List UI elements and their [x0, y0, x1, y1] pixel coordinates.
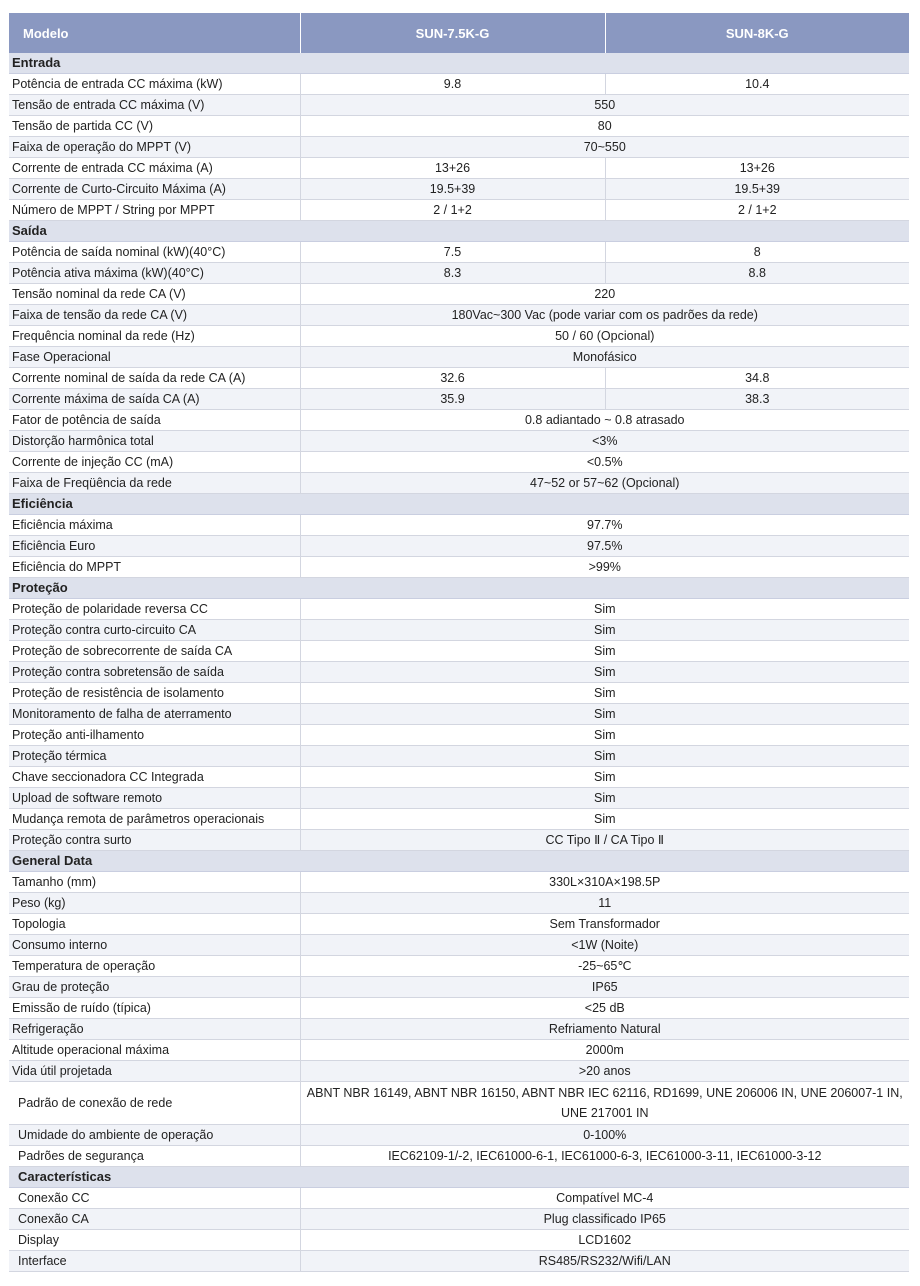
spec-label: Tensão de partida CC (V)	[9, 116, 300, 137]
spec-label: Frequência nominal da rede (Hz)	[9, 326, 300, 347]
spec-row	[9, 1061, 909, 1082]
spec-value-sun-7-5k-g: 9.8	[300, 74, 605, 95]
spec-row	[9, 1125, 909, 1146]
spec-row	[9, 620, 909, 641]
spec-value: Plug classificado IP65	[300, 1209, 909, 1230]
spec-row	[9, 368, 909, 389]
spec-value: <1W (Noite)	[300, 935, 909, 956]
spec-label: Grau de proteção	[9, 977, 300, 998]
spec-label: Faixa de tensão da rede CA (V)	[9, 305, 300, 326]
table-body	[9, 53, 909, 1272]
spec-value: 70~550	[300, 137, 909, 158]
spec-value: 97.7%	[300, 515, 909, 536]
spec-row	[9, 389, 909, 410]
spec-value: CC Tipo Ⅱ / CA Tipo Ⅱ	[300, 830, 909, 851]
spec-value: 0-100%	[300, 1125, 909, 1146]
spec-row	[9, 158, 909, 179]
spec-label: Eficiência Euro	[9, 536, 300, 557]
section-title: Características	[9, 1167, 909, 1188]
spec-value: Compatível MC-4	[300, 1188, 909, 1209]
spec-label: Corrente de entrada CC máxima (A)	[9, 158, 300, 179]
spec-label: Potência ativa máxima (kW)(40°C)	[9, 263, 300, 284]
spec-label: Conexão CC	[9, 1188, 300, 1209]
spec-row	[9, 74, 909, 95]
spec-label: Proteção contra surto	[9, 830, 300, 851]
spec-value: 330L×310A×198.5P	[300, 872, 909, 893]
spec-row	[9, 200, 909, 221]
spec-label: Eficiência máxima	[9, 515, 300, 536]
spec-label: Corrente nominal de saída da rede CA (A)	[9, 368, 300, 389]
spec-row	[9, 536, 909, 557]
spec-row	[9, 767, 909, 788]
spec-value-sun-7-5k-g: 35.9	[300, 389, 605, 410]
spec-label: Chave seccionadora CC Integrada	[9, 767, 300, 788]
spec-label: Umidade do ambiente de operação	[9, 1125, 300, 1146]
spec-label: Proteção contra sobretensão de saída	[9, 662, 300, 683]
spec-label: Altitude operacional máxima	[9, 1040, 300, 1061]
spec-value: 97.5%	[300, 536, 909, 557]
section-header	[9, 221, 909, 242]
spec-value-sun-8k-g: 13+26	[605, 158, 909, 179]
spec-value: >99%	[300, 557, 909, 578]
spec-label: Tensão de entrada CC máxima (V)	[9, 95, 300, 116]
header-sun-7-5k-g: SUN-7.5K-G	[300, 13, 605, 53]
spec-row	[9, 977, 909, 998]
spec-label: Corrente de injeção CC (mA)	[9, 452, 300, 473]
spec-label: Upload de software remoto	[9, 788, 300, 809]
spec-label: Proteção de polaridade reversa CC	[9, 599, 300, 620]
spec-value: LCD1602	[300, 1230, 909, 1251]
spec-label: Fator de potência de saída	[9, 410, 300, 431]
spec-label: Temperatura de operação	[9, 956, 300, 977]
spec-row	[9, 662, 909, 683]
spec-value: <25 dB	[300, 998, 909, 1019]
spec-row	[9, 704, 909, 725]
spec-row	[9, 473, 909, 494]
section-header	[9, 494, 909, 515]
spec-value: 80	[300, 116, 909, 137]
spec-value: 180Vac~300 Vac (pode variar com os padrões da rede)	[300, 305, 909, 326]
spec-row	[9, 683, 909, 704]
spec-label: Corrente máxima de saída CA (A)	[9, 389, 300, 410]
spec-label: Proteção anti-ilhamento	[9, 725, 300, 746]
spec-value: 11	[300, 893, 909, 914]
spec-value: 47~52 or 57~62 (Opcional)	[300, 473, 909, 494]
spec-table	[9, 13, 909, 1272]
spec-row	[9, 137, 909, 158]
spec-row	[9, 557, 909, 578]
spec-value: 0.8 adiantado ~ 0.8 atrasado	[300, 410, 909, 431]
spec-label: Conexão CA	[9, 1209, 300, 1230]
spec-row	[9, 914, 909, 935]
spec-label: Padrão de conexão de rede	[9, 1082, 300, 1125]
spec-label: Fase Operacional	[9, 347, 300, 368]
spec-row	[9, 242, 909, 263]
section-title: General Data	[9, 851, 909, 872]
section-title: Eficiência	[9, 494, 909, 515]
spec-value: Sim	[300, 704, 909, 725]
spec-row	[9, 263, 909, 284]
spec-value: Sim	[300, 767, 909, 788]
spec-row	[9, 746, 909, 767]
spec-value: Sim	[300, 725, 909, 746]
spec-label: Faixa de operação do MPPT (V)	[9, 137, 300, 158]
spec-label: Topologia	[9, 914, 300, 935]
spec-value-sun-8k-g: 34.8	[605, 368, 909, 389]
spec-label: Distorção harmônica total	[9, 431, 300, 452]
spec-row	[9, 116, 909, 137]
spec-value: 550	[300, 95, 909, 116]
section-title: Saída	[9, 221, 909, 242]
spec-value: <3%	[300, 431, 909, 452]
spec-value: Monofásico	[300, 347, 909, 368]
section-title: Entrada	[9, 53, 909, 74]
header-model: Modelo	[9, 13, 300, 53]
spec-value-sun-8k-g: 10.4	[605, 74, 909, 95]
spec-row	[9, 284, 909, 305]
spec-value: Sem Transformador	[300, 914, 909, 935]
spec-value-sun-8k-g: 2 / 1+2	[605, 200, 909, 221]
spec-row	[9, 179, 909, 200]
spec-value: RS485/RS232/Wifi/LAN	[300, 1251, 909, 1272]
spec-row	[9, 410, 909, 431]
spec-label: Eficiência do MPPT	[9, 557, 300, 578]
spec-label: Monitoramento de falha de aterramento	[9, 704, 300, 725]
spec-row	[9, 326, 909, 347]
spec-row	[9, 452, 909, 473]
spec-value: Sim	[300, 641, 909, 662]
spec-value: Refriamento Natural	[300, 1019, 909, 1040]
spec-label: Potência de entrada CC máxima (kW)	[9, 74, 300, 95]
spec-row	[9, 998, 909, 1019]
spec-value: 2000m	[300, 1040, 909, 1061]
spec-row	[9, 809, 909, 830]
spec-label: Mudança remota de parâmetros operacionais	[9, 809, 300, 830]
spec-value-sun-7-5k-g: 13+26	[300, 158, 605, 179]
spec-row	[9, 95, 909, 116]
spec-row	[9, 1188, 909, 1209]
datasheet	[9, 13, 909, 1272]
spec-value-sun-7-5k-g: 32.6	[300, 368, 605, 389]
spec-value-sun-8k-g: 19.5+39	[605, 179, 909, 200]
spec-value: Sim	[300, 809, 909, 830]
spec-label: Proteção térmica	[9, 746, 300, 767]
spec-row	[9, 830, 909, 851]
spec-value-sun-7-5k-g: 19.5+39	[300, 179, 605, 200]
spec-label: Display	[9, 1230, 300, 1251]
spec-label: Proteção de resistência de isolamento	[9, 683, 300, 704]
spec-row	[9, 1146, 909, 1167]
spec-value: Sim	[300, 788, 909, 809]
spec-value: Sim	[300, 620, 909, 641]
spec-row	[9, 725, 909, 746]
spec-row	[9, 893, 909, 914]
spec-row	[9, 1082, 909, 1125]
spec-value: Sim	[300, 599, 909, 620]
spec-value: 220	[300, 284, 909, 305]
spec-row	[9, 935, 909, 956]
spec-row	[9, 515, 909, 536]
spec-label: Consumo interno	[9, 935, 300, 956]
spec-value: >20 anos	[300, 1061, 909, 1082]
spec-row	[9, 305, 909, 326]
spec-value-sun-7-5k-g: 2 / 1+2	[300, 200, 605, 221]
spec-value: 50 / 60 (Opcional)	[300, 326, 909, 347]
spec-value: Sim	[300, 662, 909, 683]
spec-label: Proteção de sobrecorrente de saída CA	[9, 641, 300, 662]
spec-row	[9, 1251, 909, 1272]
spec-value: Sim	[300, 683, 909, 704]
spec-label: Padrões de segurança	[9, 1146, 300, 1167]
spec-value: IEC62109-1/-2, IEC61000-6-1, IEC61000-6-3, IEC61000-3-11, IEC61000-3-12	[300, 1146, 909, 1167]
spec-value: <0.5%	[300, 452, 909, 473]
spec-row	[9, 956, 909, 977]
spec-label: Peso (kg)	[9, 893, 300, 914]
section-header	[9, 1167, 909, 1188]
spec-value-sun-8k-g: 8	[605, 242, 909, 263]
spec-row	[9, 1019, 909, 1040]
spec-label: Número de MPPT / String por MPPT	[9, 200, 300, 221]
spec-value-sun-7-5k-g: 7.5	[300, 242, 605, 263]
spec-label: Potência de saída nominal (kW)(40°C)	[9, 242, 300, 263]
section-header	[9, 53, 909, 74]
spec-label: Tamanho (mm)	[9, 872, 300, 893]
spec-label: Interface	[9, 1251, 300, 1272]
spec-label: Proteção contra curto-circuito CA	[9, 620, 300, 641]
spec-row	[9, 788, 909, 809]
section-header	[9, 578, 909, 599]
spec-row	[9, 1040, 909, 1061]
spec-row	[9, 641, 909, 662]
header-sun-8k-g: SUN-8K-G	[605, 13, 909, 53]
spec-row	[9, 599, 909, 620]
spec-label: Corrente de Curto-Circuito Máxima (A)	[9, 179, 300, 200]
spec-value: IP65	[300, 977, 909, 998]
spec-label: Tensão nominal da rede CA (V)	[9, 284, 300, 305]
spec-label: Emissão de ruído (típica)	[9, 998, 300, 1019]
spec-row	[9, 1209, 909, 1230]
section-title: Proteção	[9, 578, 909, 599]
spec-value: -25~65℃	[300, 956, 909, 977]
spec-value-sun-8k-g: 8.8	[605, 263, 909, 284]
spec-value-sun-8k-g: 38.3	[605, 389, 909, 410]
spec-label: Vida útil projetada	[9, 1061, 300, 1082]
table-header	[9, 13, 909, 53]
spec-value: Sim	[300, 746, 909, 767]
spec-label: Faixa de Freqüência da rede	[9, 473, 300, 494]
spec-value: ABNT NBR 16149, ABNT NBR 16150, ABNT NBR IEC 62116, RD1699, UNE 206006 IN, UNE 206007-1 IN, UNE 217001 IN	[300, 1082, 909, 1125]
spec-row	[9, 1230, 909, 1251]
spec-value-sun-7-5k-g: 8.3	[300, 263, 605, 284]
spec-label: Refrigeração	[9, 1019, 300, 1040]
spec-row	[9, 872, 909, 893]
section-header	[9, 851, 909, 872]
spec-row	[9, 347, 909, 368]
spec-row	[9, 431, 909, 452]
